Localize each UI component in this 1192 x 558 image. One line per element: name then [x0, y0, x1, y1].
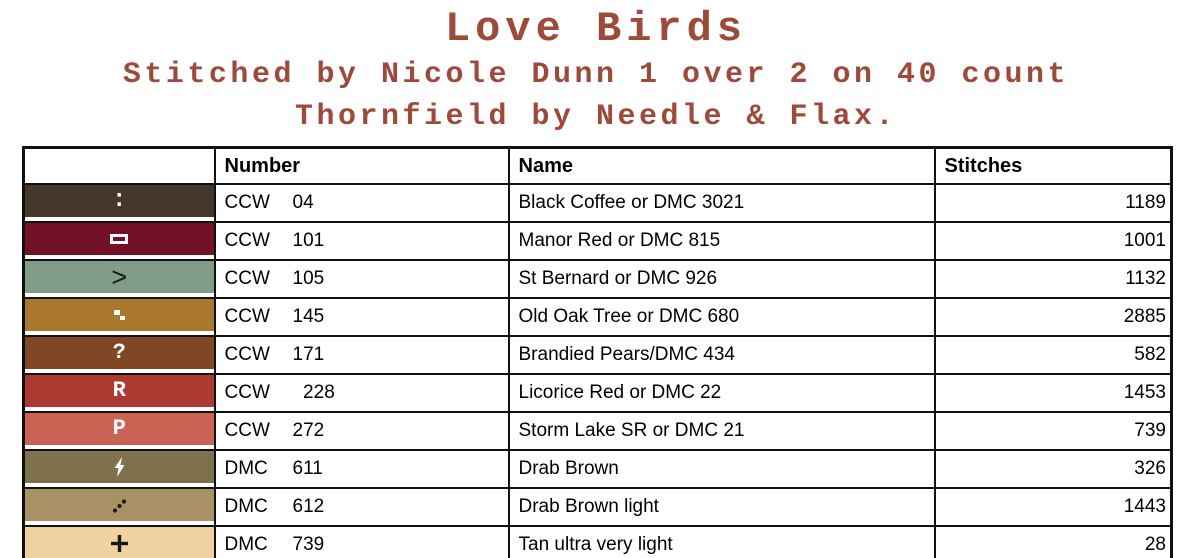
stitch-count: 28 [935, 526, 1172, 558]
thread-brand: CCW [224, 420, 270, 441]
thread-code: 145 [292, 306, 325, 327]
color-swatch-cell [24, 184, 215, 222]
table-row [24, 488, 1172, 526]
rectangle-outline-icon [110, 234, 128, 244]
thread-name: Black Coffee or DMC 3021 [509, 184, 935, 222]
color-swatch [25, 261, 214, 293]
thread-brand: DMC [224, 496, 268, 517]
thread-brand: CCW [224, 268, 270, 289]
color-swatch-cell [24, 222, 215, 260]
thread-name: Drab Brown light [509, 488, 935, 526]
thread-code: 611 [292, 458, 323, 479]
table-row [24, 450, 1172, 488]
table-row [24, 298, 1172, 336]
color-swatch-cell [24, 260, 215, 298]
thread-name: Brandied Pears/DMC 434 [509, 336, 935, 374]
thread-code: 228 [292, 382, 335, 403]
stitch-count: 1453 [935, 374, 1172, 412]
thread-code: 101 [292, 230, 325, 251]
stitch-count: 582 [935, 336, 1172, 374]
colon-icon: : [112, 187, 127, 214]
stitch-count: 739 [935, 412, 1172, 450]
color-swatch [25, 185, 214, 217]
thread-brand: CCW [224, 230, 270, 251]
color-swatch-cell [24, 412, 215, 450]
thread-name: Old Oak Tree or DMC 680 [509, 298, 935, 336]
pattern-subtitle-line1: Stitched by Nicole Dunn 1 over 2 on 40 count [122, 58, 1070, 92]
table-row [24, 184, 1172, 222]
thread-brand: DMC [224, 458, 268, 479]
stitch-count: 2885 [935, 298, 1172, 336]
thread-name: Licorice Red or DMC 22 [509, 374, 935, 412]
thread-name: Storm Lake SR or DMC 21 [509, 412, 935, 450]
thread-code: 04 [292, 192, 314, 213]
thread-number-cell [215, 374, 509, 412]
table-row [24, 260, 1172, 298]
thread-name: St Bernard or DMC 926 [509, 260, 935, 298]
table-row [24, 412, 1172, 450]
greater-than-icon: > [111, 261, 128, 292]
thread-number-cell [215, 222, 509, 260]
thread-brand: DMC [224, 534, 268, 555]
letter-r-icon: R [112, 378, 126, 403]
stitch-count: 1443 [935, 488, 1172, 526]
letter-p-icon: P [112, 416, 126, 441]
thread-brand: CCW [224, 306, 270, 327]
thread-brand: CCW [224, 344, 270, 365]
thread-number-cell [215, 184, 509, 222]
thread-code: 272 [292, 420, 325, 441]
color-swatch [25, 451, 214, 483]
thread-number-cell [215, 488, 509, 526]
stitch-count: 326 [935, 450, 1172, 488]
two-squares-diagonal-icon [114, 310, 125, 321]
question-mark-icon: ? [112, 340, 126, 365]
color-swatch-cell [24, 488, 215, 526]
stitch-count: 1132 [935, 260, 1172, 298]
header-row [24, 148, 1172, 185]
column-header-swatch [24, 148, 215, 185]
column-header-stitches: Stitches [935, 148, 1172, 185]
color-swatch [25, 337, 214, 369]
thread-number-cell [215, 298, 509, 336]
color-swatch-cell [24, 336, 215, 374]
thread-number-cell [215, 336, 509, 374]
thread-number-cell [215, 526, 509, 558]
color-swatch [25, 527, 214, 558]
table-row [24, 374, 1172, 412]
thread-legend-table [22, 146, 1173, 558]
color-swatch [25, 223, 214, 255]
pattern-title: Love Birds [444, 5, 748, 53]
lightning-bolt-icon [113, 457, 126, 477]
color-swatch-cell [24, 298, 215, 336]
stitch-count: 1189 [935, 184, 1172, 222]
thread-code: 171 [292, 344, 325, 365]
table-row [24, 336, 1172, 374]
table-row [24, 526, 1172, 558]
column-header-number: Number [215, 148, 509, 185]
pattern-subtitle-line2: Thornfield by Needle & Flax. [294, 100, 898, 134]
diagonal-dots-icon [112, 497, 127, 514]
thread-number-cell [215, 260, 509, 298]
thread-code: 739 [292, 534, 325, 555]
thread-code: 612 [292, 496, 325, 517]
color-swatch-cell [24, 526, 215, 558]
plus-icon [111, 535, 128, 552]
thread-brand: CCW [224, 192, 270, 213]
thread-number-cell [215, 450, 509, 488]
thread-name: Tan ultra very light [509, 526, 935, 558]
thread-brand: CCW [224, 382, 270, 403]
column-header-name: Name [509, 148, 935, 185]
color-swatch-cell [24, 450, 215, 488]
color-swatch [25, 299, 214, 331]
thread-name: Drab Brown [509, 450, 935, 488]
color-swatch [25, 489, 214, 521]
stitch-count: 1001 [935, 222, 1172, 260]
thread-code: 105 [292, 268, 325, 289]
thread-number-cell [215, 412, 509, 450]
thread-name: Manor Red or DMC 815 [509, 222, 935, 260]
table-row [24, 222, 1172, 260]
color-swatch [25, 413, 214, 445]
color-swatch [25, 375, 214, 407]
color-swatch-cell [24, 374, 215, 412]
title-block [0, 4, 1192, 138]
